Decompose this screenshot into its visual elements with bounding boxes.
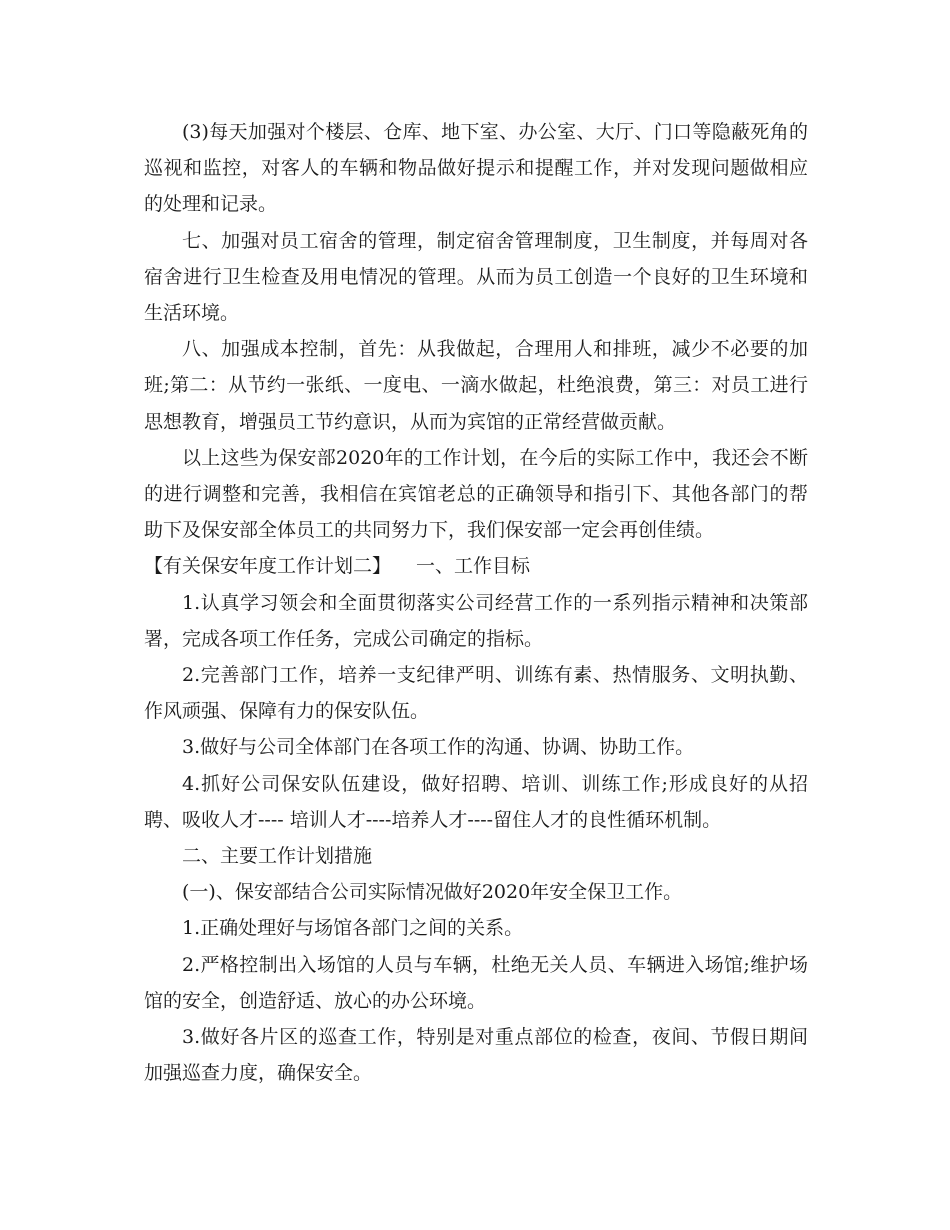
paragraph-goal-4: 4.抓好公司保安队伍建设，做好招聘、培训、训练工作;形成良好的从招聘、吸收人才---- 培训人才----培养人才----留住人才的良性循环机制。	[144, 772, 808, 831]
heading-main-measures: 二、主要工作计划措施	[182, 845, 373, 868]
paragraph-measure-1: 1.正确处理好与场馆各部门之间的关系。	[182, 917, 524, 940]
paragraph-summary: 以上这些为保安部2020年的工作计划，在今后的实际工作中，我还会不断的进行调整和完善，我相信在宾馆老总的正确领导和指引下、其他各部门的帮助下及保安部全体员工的共同努力下，我们保安部一定会再创佳绩。	[144, 446, 808, 542]
paragraph-measure-2: 2.严格控制出入场馆的人员与车辆，杜绝无关人员、车辆进入场馆;维护场馆的安全，创造舒适、放心的办公环境。	[144, 953, 808, 1012]
heading-security-work: (一)、保安部结合公司实际情况做好2020年安全保卫工作。	[182, 881, 683, 904]
section-title: 【有关保安年度工作计划二】	[144, 555, 392, 578]
paragraph-inspection: (3)每天加强对个楼层、仓库、地下室、办公室、大厅、门口等隐蔽死角的巡视和监控，对客人的车辆和物品做好提示和提醒工作，并对发现问题做相应的处理和记录。	[144, 121, 808, 216]
document-page	[144, 114, 808, 1091]
section-heading	[144, 548, 808, 584]
section-subtitle: 一、工作目标	[416, 555, 531, 578]
paragraph-goal-1: 1.认真学习领会和全面贯彻落实公司经营工作的一系列指示精神和决策部署，完成各项工作任务，完成公司确定的指标。	[144, 591, 808, 650]
paragraph-dormitory: 七、加强对员工宿舍的管理，制定宿舍管理制度，卫生制度，并每周对各宿舍进行卫生检查及用电情况的管理。从而为员工创造一个良好的卫生环境和生活环境。	[144, 229, 808, 325]
paragraph-cost-control: 八、加强成本控制，首先：从我做起，合理用人和排班，减少不必要的加班;第二：从节约一张纸、一度电、一滴水做起，杜绝浪费，第三：对员工进行思想教育，增强员工节约意识，从而为宾馆的正常经营做贡献。	[144, 338, 808, 433]
paragraph-goal-2: 2.完善部门工作，培养一支纪律严明、训练有素、热情服务、文明执勤、作风顽强、保障有力的保安队伍。	[144, 664, 808, 723]
paragraph-goal-3: 3.做好与公司全体部门在各项工作的沟通、协调、协助工作。	[182, 736, 695, 759]
paragraph-measure-3: 3.做好各片区的巡查工作，特别是对重点部位的检查，夜间、节假日期间加强巡查力度，确保安全。	[144, 1026, 808, 1085]
